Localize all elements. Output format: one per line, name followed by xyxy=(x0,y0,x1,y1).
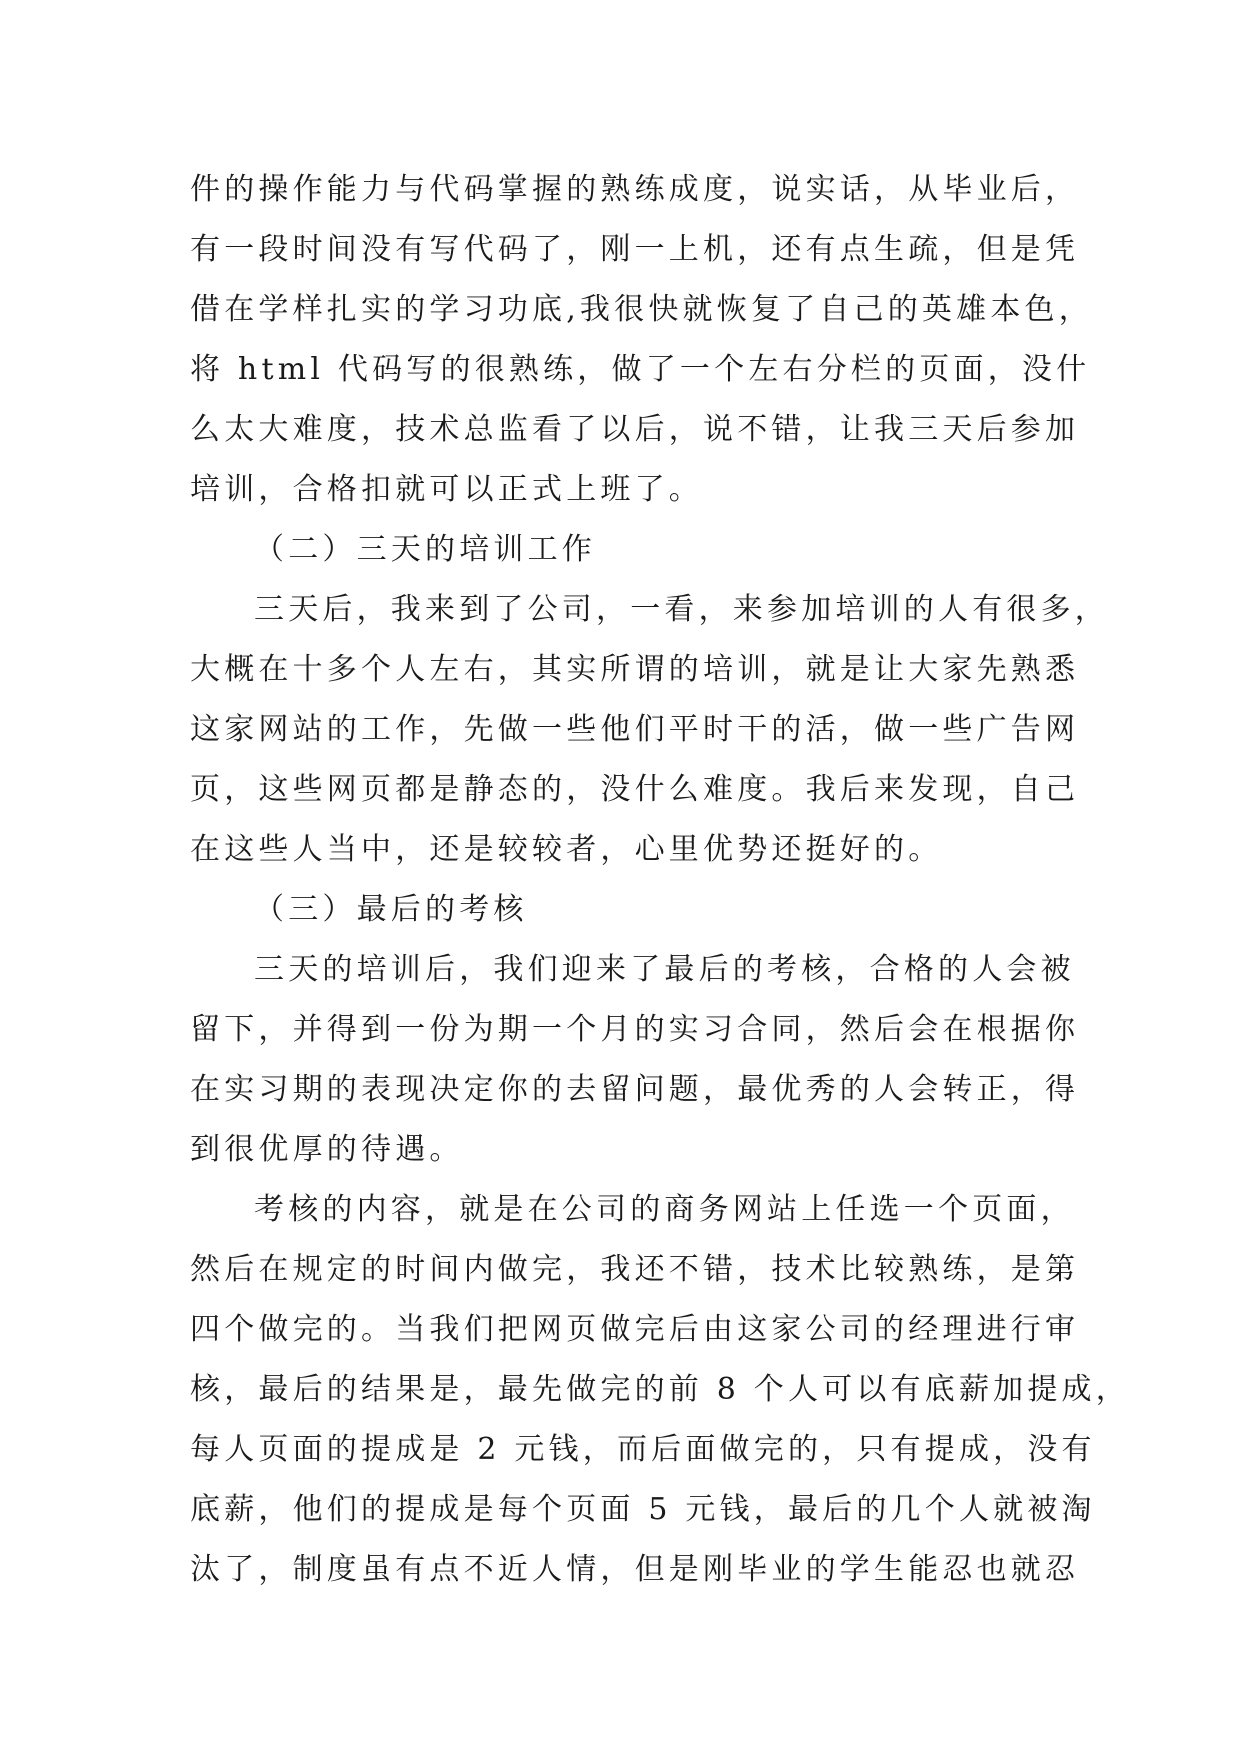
text-line: 借在学样扎实的学习功底,我很快就恢复了自己的英雄本色， xyxy=(190,292,1093,327)
text-line: 核，最后的结果是，最先做完的前 8 个人可以有底薪加提成， xyxy=(190,1372,1130,1407)
text-line: 三天后，我来到了公司，一看，来参加培训的人有很多， xyxy=(254,592,1109,627)
text-line: 么太大难度，技术总监看了以后，说不错，让我三天后参加 xyxy=(190,412,1080,447)
text-line: 三天的培训后，我们迎来了最后的考核，合格的人会被 xyxy=(254,952,1075,987)
text-line: 汰了，制度虽有点不近人情，但是刚毕业的学生能忍也就忍 xyxy=(190,1552,1080,1587)
text-line: 将 html 代码写的很熟练，做了一个左右分栏的页面，没什 xyxy=(190,352,1091,387)
text-line: 每人页面的提成是 2 元钱，而后面做完的，只有提成，没有 xyxy=(190,1432,1096,1467)
text-line: 页，这些网页都是静态的，没什么难度。我后来发现，自己 xyxy=(190,772,1080,807)
section-heading: （三）最后的考核 xyxy=(254,892,528,927)
text-line: 件的操作能力与代码掌握的熟练成度，说实话，从毕业后， xyxy=(190,172,1080,207)
text-line: 有一段时间没有写代码了，刚一上机，还有点生疏，但是凭 xyxy=(190,232,1080,267)
text-line: 这家网站的工作，先做一些他们平时干的活，做一些广告网 xyxy=(190,712,1080,747)
text-line: 在这些人当中，还是较较者，心里优势还挺好的。 xyxy=(190,832,943,867)
text-line: 然后在规定的时间内做完，我还不错，技术比较熟练，是第 xyxy=(190,1252,1080,1287)
text-line: 留下，并得到一份为期一个月的实习合同，然后会在根据你 xyxy=(190,1012,1080,1047)
body-text xyxy=(190,160,1130,1600)
text-line: 在实习期的表现决定你的去留问题，最优秀的人会转正，得 xyxy=(190,1072,1080,1107)
text-line: 考核的内容，就是在公司的商务网站上任选一个页面， xyxy=(254,1192,1075,1227)
text-line: 大概在十多个人左右，其实所谓的培训，就是让大家先熟悉 xyxy=(190,652,1080,687)
section-heading: （二）三天的培训工作 xyxy=(254,532,596,567)
text-line: 培训，合格扣就可以正式上班了。 xyxy=(190,472,703,507)
text-line: 底薪，他们的提成是每个页面 5 元钱，最后的几个人就被淘 xyxy=(190,1492,1096,1527)
text-line: 四个做完的。当我们把网页做完后由这家公司的经理进行审 xyxy=(190,1312,1080,1347)
text-line: 到很优厚的待遇。 xyxy=(190,1132,464,1167)
